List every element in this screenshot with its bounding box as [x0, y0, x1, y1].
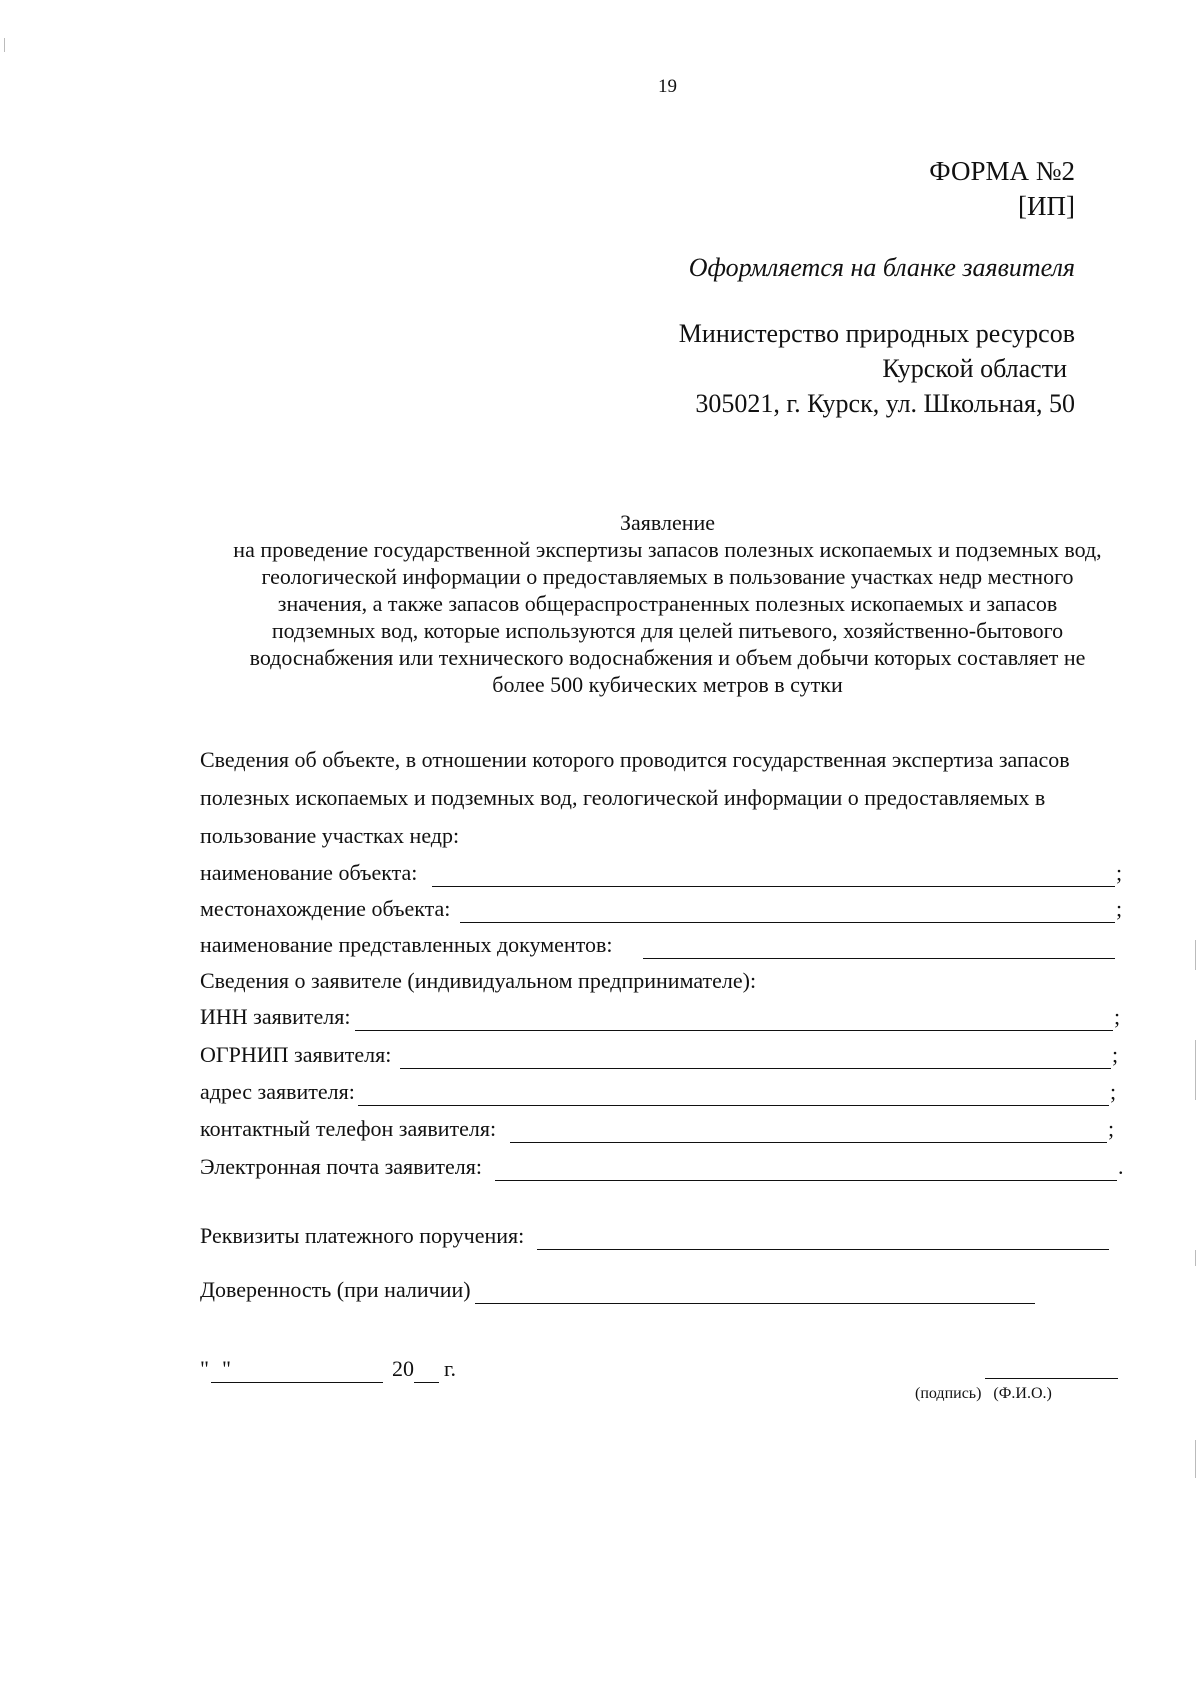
field-punctuation: . [1118, 1154, 1124, 1179]
scan-edge-mark [1195, 1440, 1196, 1478]
object-intro-line: полезных ископаемых и подземных вод, геологической информации о предоставляемых в [200, 785, 1046, 810]
inn-input-line[interactable] [355, 1030, 1113, 1031]
recipient-line-2: Курской области [882, 354, 1067, 383]
day-input-line[interactable] [211, 1382, 233, 1383]
applicant-heading: Сведения о заявителе (индивидуальном предпринимателе): [200, 968, 757, 993]
month-input-line[interactable] [232, 1382, 383, 1383]
object-intro-line: Сведения об объекте, в отношении которого проводится государственная экспертиза запасов [200, 747, 1070, 772]
subtitle-line: геологической информации о предоставляемых в пользование участках недр местного [261, 564, 1074, 589]
inn-label: ИНН заявителя: [200, 1004, 351, 1029]
ogrnip-input-line[interactable] [400, 1068, 1111, 1069]
scan-edge-mark [1195, 940, 1196, 970]
date-close-quote: " [222, 1356, 231, 1381]
field-punctuation: ; [1110, 1079, 1117, 1104]
documents-label: наименование представленных документов: [200, 932, 613, 957]
signature-input-line[interactable] [985, 1378, 1118, 1379]
recipient-line-1: Министерство природных ресурсов [678, 319, 1075, 348]
field-punctuation: ; [1108, 1116, 1115, 1141]
email-input-line[interactable] [495, 1180, 1117, 1181]
proxy-input-line[interactable] [475, 1303, 1035, 1304]
subtitle-line: более 500 кубических метров в сутки [492, 672, 843, 697]
scan-edge-mark [1195, 1250, 1196, 1266]
object-location-input-line[interactable] [460, 922, 1115, 923]
proxy-label: Доверенность (при наличии) [200, 1277, 471, 1302]
page-number: 19 [658, 76, 677, 97]
field-punctuation: ; [1116, 896, 1123, 921]
subtitle-line: значения, а также запасов общераспространенных полезных ископаемых и запасов [277, 591, 1058, 616]
phone-input-line[interactable] [510, 1142, 1107, 1143]
field-punctuation: ; [1114, 1004, 1121, 1029]
phone-label: контактный телефон заявителя: [200, 1116, 497, 1141]
year-suffix: г. [444, 1356, 457, 1381]
address-label: адрес заявителя: [200, 1079, 355, 1104]
document-title: Заявление [619, 510, 716, 535]
object-name-input-line[interactable] [432, 886, 1115, 887]
object-intro-line: пользование участках недр: [200, 823, 460, 848]
field-punctuation: ; [1116, 860, 1123, 885]
subtitle-line: подземных вод, которые используются для целей питьевого, хозяйственно-бытового [271, 618, 1064, 643]
payment-label: Реквизиты платежного поручения: [200, 1223, 525, 1248]
email-label: Электронная почта заявителя: [200, 1154, 482, 1179]
recipient-line-3: 305021, г. Курск, ул. Школьная, 50 [695, 389, 1075, 418]
year-prefix: 20 [392, 1356, 414, 1381]
documents-input-line[interactable] [643, 958, 1115, 959]
signature-caption: (подпись) (Ф.И.О.) [915, 1385, 1052, 1402]
object-location-label: местонахождение объекта: [200, 896, 451, 921]
blank-note: Оформляется на бланке заявителя [688, 253, 1075, 282]
scan-edge-mark [4, 38, 5, 52]
scan-edge-mark [1195, 1040, 1196, 1100]
subtitle-line: на проведение государственной экспертизы запасов полезных ископаемых и подземных вод, [233, 537, 1102, 562]
form-code: [ИП] [1018, 191, 1075, 221]
ogrnip-label: ОГРНИП заявителя: [200, 1042, 392, 1067]
date-open-quote: " [200, 1356, 209, 1381]
year-input-line[interactable] [414, 1382, 439, 1383]
address-input-line[interactable] [358, 1105, 1109, 1106]
object-name-label: наименование объекта: [200, 860, 418, 885]
subtitle-line: водоснабжения или технического водоснабжения и объем добычи которых составляет не [249, 645, 1086, 670]
payment-input-line[interactable] [537, 1249, 1109, 1250]
form-number: ФОРМА №2 [929, 156, 1075, 186]
field-punctuation: ; [1112, 1042, 1119, 1067]
